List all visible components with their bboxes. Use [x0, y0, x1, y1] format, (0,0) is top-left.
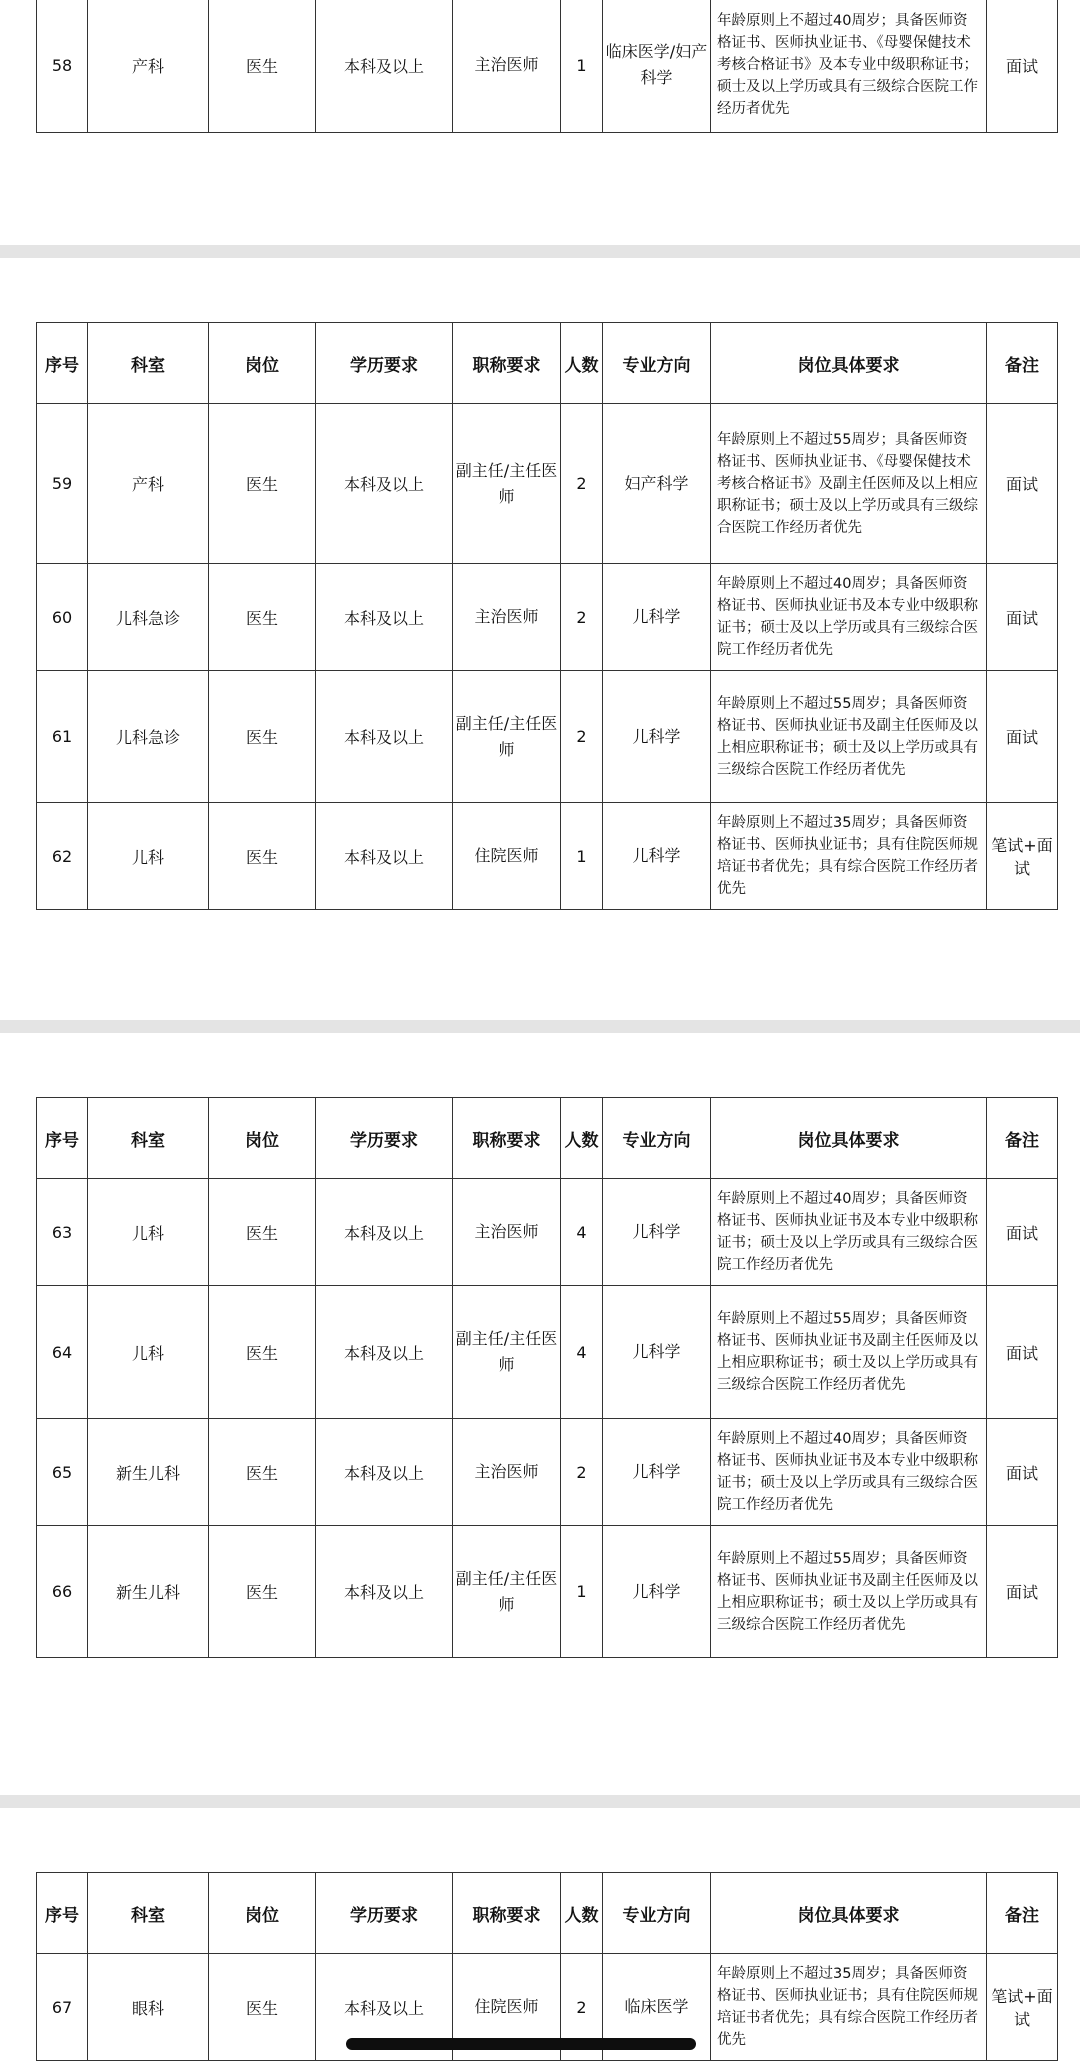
header-cell: 岗位具体要求 — [711, 323, 987, 404]
header-cell: 学历要求 — [316, 1098, 453, 1179]
row-number: 66 — [37, 1526, 88, 1658]
header-cell: 序号 — [37, 1098, 88, 1179]
headcount: 1 — [561, 803, 603, 910]
requirements: 年龄原则上不超过35周岁；具备医师资格证书、医师执业证书；具有住院医师规培证书者优先；具有综合医院工作经历者优先 — [711, 803, 987, 910]
department: 产科 — [88, 404, 209, 564]
headcount: 1 — [561, 1526, 603, 1658]
department: 儿科 — [88, 1179, 209, 1286]
education: 本科及以上 — [316, 1419, 453, 1526]
position: 医生 — [209, 564, 316, 671]
department: 新生儿科 — [88, 1526, 209, 1658]
header-cell: 专业方向 — [603, 323, 711, 404]
header-cell: 岗位 — [209, 323, 316, 404]
header-cell: 科室 — [88, 323, 209, 404]
position: 医生 — [209, 1286, 316, 1419]
professional-title: 主治医师 — [453, 1419, 561, 1526]
header-cell: 职称要求 — [453, 1873, 561, 1954]
requirements: 年龄原则上不超过55周岁；具备医师资格证书、医师执业证书及副主任医师及以上相应职称证书；硕士及以上学历或具有三级综合医院工作经历者优先 — [711, 1286, 987, 1419]
education: 本科及以上 — [316, 671, 453, 803]
note: 笔试+面试 — [987, 1954, 1058, 2061]
major: 临床医学/妇产科学 — [603, 0, 711, 133]
position: 医生 — [209, 671, 316, 803]
requirements: 年龄原则上不超过55周岁；具备医师资格证书、医师执业证书及副主任医师及以上相应职称证书；硕士及以上学历或具有三级综合医院工作经历者优先 — [711, 671, 987, 803]
department: 儿科急诊 — [88, 564, 209, 671]
major: 儿科学 — [603, 564, 711, 671]
department: 儿科 — [88, 803, 209, 910]
headcount: 4 — [561, 1286, 603, 1419]
department: 儿科急诊 — [88, 671, 209, 803]
note: 笔试+面试 — [987, 803, 1058, 910]
table-header-row — [37, 1873, 1058, 1954]
header-cell: 人数 — [561, 1873, 603, 1954]
position: 医生 — [209, 1526, 316, 1658]
education: 本科及以上 — [316, 1526, 453, 1658]
major: 儿科学 — [603, 1179, 711, 1286]
home-indicator-bar[interactable] — [346, 2038, 696, 2050]
recruitment-table — [36, 322, 1058, 910]
professional-title: 副主任/主任医师 — [453, 671, 561, 803]
row-number: 65 — [37, 1419, 88, 1526]
note: 面试 — [987, 1286, 1058, 1419]
table-row — [37, 564, 1058, 671]
major: 儿科学 — [603, 671, 711, 803]
table-row — [37, 1179, 1058, 1286]
header-cell: 序号 — [37, 323, 88, 404]
position: 医生 — [209, 1954, 316, 2061]
table-row — [37, 1419, 1058, 1526]
education: 本科及以上 — [316, 1179, 453, 1286]
major: 儿科学 — [603, 1286, 711, 1419]
header-cell: 岗位 — [209, 1873, 316, 1954]
recruitment-table — [36, 0, 1058, 133]
header-cell: 人数 — [561, 323, 603, 404]
header-cell: 学历要求 — [316, 323, 453, 404]
headcount: 2 — [561, 671, 603, 803]
education: 本科及以上 — [316, 1286, 453, 1419]
education: 本科及以上 — [316, 404, 453, 564]
row-number: 63 — [37, 1179, 88, 1286]
note: 面试 — [987, 671, 1058, 803]
headcount: 2 — [561, 404, 603, 564]
headcount: 2 — [561, 1419, 603, 1526]
header-cell: 科室 — [88, 1873, 209, 1954]
department: 产科 — [88, 0, 209, 133]
document-page-4 — [0, 1808, 1080, 2068]
row-number: 64 — [37, 1286, 88, 1419]
row-number: 67 — [37, 1954, 88, 2061]
major: 临床医学 — [603, 1954, 711, 2061]
requirements: 年龄原则上不超过40周岁；具备医师资格证书、医师执业证书及本专业中级职称证书；硕士及以上学历或具有三级综合医院工作经历者优先 — [711, 1419, 987, 1526]
recruitment-table — [36, 1097, 1058, 1658]
note: 面试 — [987, 564, 1058, 671]
header-cell: 备注 — [987, 323, 1058, 404]
professional-title: 住院医师 — [453, 1954, 561, 2061]
headcount: 1 — [561, 0, 603, 133]
professional-title: 副主任/主任医师 — [453, 404, 561, 564]
row-number: 58 — [37, 0, 88, 133]
education: 本科及以上 — [316, 1954, 453, 2061]
headcount: 2 — [561, 1954, 603, 2061]
professional-title: 主治医师 — [453, 564, 561, 671]
header-cell: 学历要求 — [316, 1873, 453, 1954]
major: 妇产科学 — [603, 404, 711, 564]
professional-title: 住院医师 — [453, 803, 561, 910]
header-cell: 序号 — [37, 1873, 88, 1954]
position: 医生 — [209, 803, 316, 910]
table-row — [37, 1286, 1058, 1419]
position: 医生 — [209, 1179, 316, 1286]
professional-title: 副主任/主任医师 — [453, 1526, 561, 1658]
table-row — [37, 1526, 1058, 1658]
note: 面试 — [987, 1526, 1058, 1658]
header-cell: 职称要求 — [453, 1098, 561, 1179]
requirements: 年龄原则上不超过40周岁；具备医师资格证书、医师执业证书、《母婴保健技术考核合格证书》及本专业中级职称证书；硕士及以上学历或具有三级综合医院工作经历者优先 — [711, 0, 987, 133]
department: 儿科 — [88, 1286, 209, 1419]
note: 面试 — [987, 404, 1058, 564]
requirements: 年龄原则上不超过55周岁；具备医师资格证书、医师执业证书及副主任医师及以上相应职称证书；硕士及以上学历或具有三级综合医院工作经历者优先 — [711, 1526, 987, 1658]
document-page-2 — [0, 258, 1080, 1020]
requirements: 年龄原则上不超过40周岁；具备医师资格证书、医师执业证书及本专业中级职称证书；硕士及以上学历或具有三级综合医院工作经历者优先 — [711, 1179, 987, 1286]
table-row — [37, 671, 1058, 803]
position: 医生 — [209, 1419, 316, 1526]
note: 面试 — [987, 1179, 1058, 1286]
major: 儿科学 — [603, 1526, 711, 1658]
row-number: 62 — [37, 803, 88, 910]
major: 儿科学 — [603, 803, 711, 910]
education: 本科及以上 — [316, 0, 453, 133]
table-row — [37, 803, 1058, 910]
header-cell: 职称要求 — [453, 323, 561, 404]
professional-title: 主治医师 — [453, 1179, 561, 1286]
table-row — [37, 404, 1058, 564]
professional-title: 主治医师 — [453, 0, 561, 133]
table-row — [37, 0, 1058, 133]
row-number: 59 — [37, 404, 88, 564]
table-header-row — [37, 1098, 1058, 1179]
position: 医生 — [209, 0, 316, 133]
table-header-row — [37, 323, 1058, 404]
major: 儿科学 — [603, 1419, 711, 1526]
requirements: 年龄原则上不超过55周岁；具备医师资格证书、医师执业证书、《母婴保健技术考核合格证书》及副主任医师及以上相应职称证书；硕士及以上学历或具有三级综合医院工作经历者优先 — [711, 404, 987, 564]
header-cell: 科室 — [88, 1098, 209, 1179]
headcount: 2 — [561, 564, 603, 671]
recruitment-table — [36, 1872, 1058, 2061]
note: 面试 — [987, 0, 1058, 133]
education: 本科及以上 — [316, 803, 453, 910]
header-cell: 人数 — [561, 1098, 603, 1179]
row-number: 61 — [37, 671, 88, 803]
row-number: 60 — [37, 564, 88, 671]
header-cell: 备注 — [987, 1873, 1058, 1954]
header-cell: 岗位具体要求 — [711, 1873, 987, 1954]
header-cell: 岗位具体要求 — [711, 1098, 987, 1179]
professional-title: 副主任/主任医师 — [453, 1286, 561, 1419]
header-cell: 专业方向 — [603, 1098, 711, 1179]
department: 眼科 — [88, 1954, 209, 2061]
education: 本科及以上 — [316, 564, 453, 671]
requirements: 年龄原则上不超过40周岁；具备医师资格证书、医师执业证书及本专业中级职称证书；硕士及以上学历或具有三级综合医院工作经历者优先 — [711, 564, 987, 671]
document-page-3 — [0, 1033, 1080, 1795]
header-cell: 岗位 — [209, 1098, 316, 1179]
requirements: 年龄原则上不超过35周岁；具备医师资格证书、医师执业证书；具有住院医师规培证书者优先；具有综合医院工作经历者优先 — [711, 1954, 987, 2061]
header-cell: 专业方向 — [603, 1873, 711, 1954]
headcount: 4 — [561, 1179, 603, 1286]
header-cell: 备注 — [987, 1098, 1058, 1179]
position: 医生 — [209, 404, 316, 564]
department: 新生儿科 — [88, 1419, 209, 1526]
document-page-1 — [0, 0, 1080, 245]
note: 面试 — [987, 1419, 1058, 1526]
